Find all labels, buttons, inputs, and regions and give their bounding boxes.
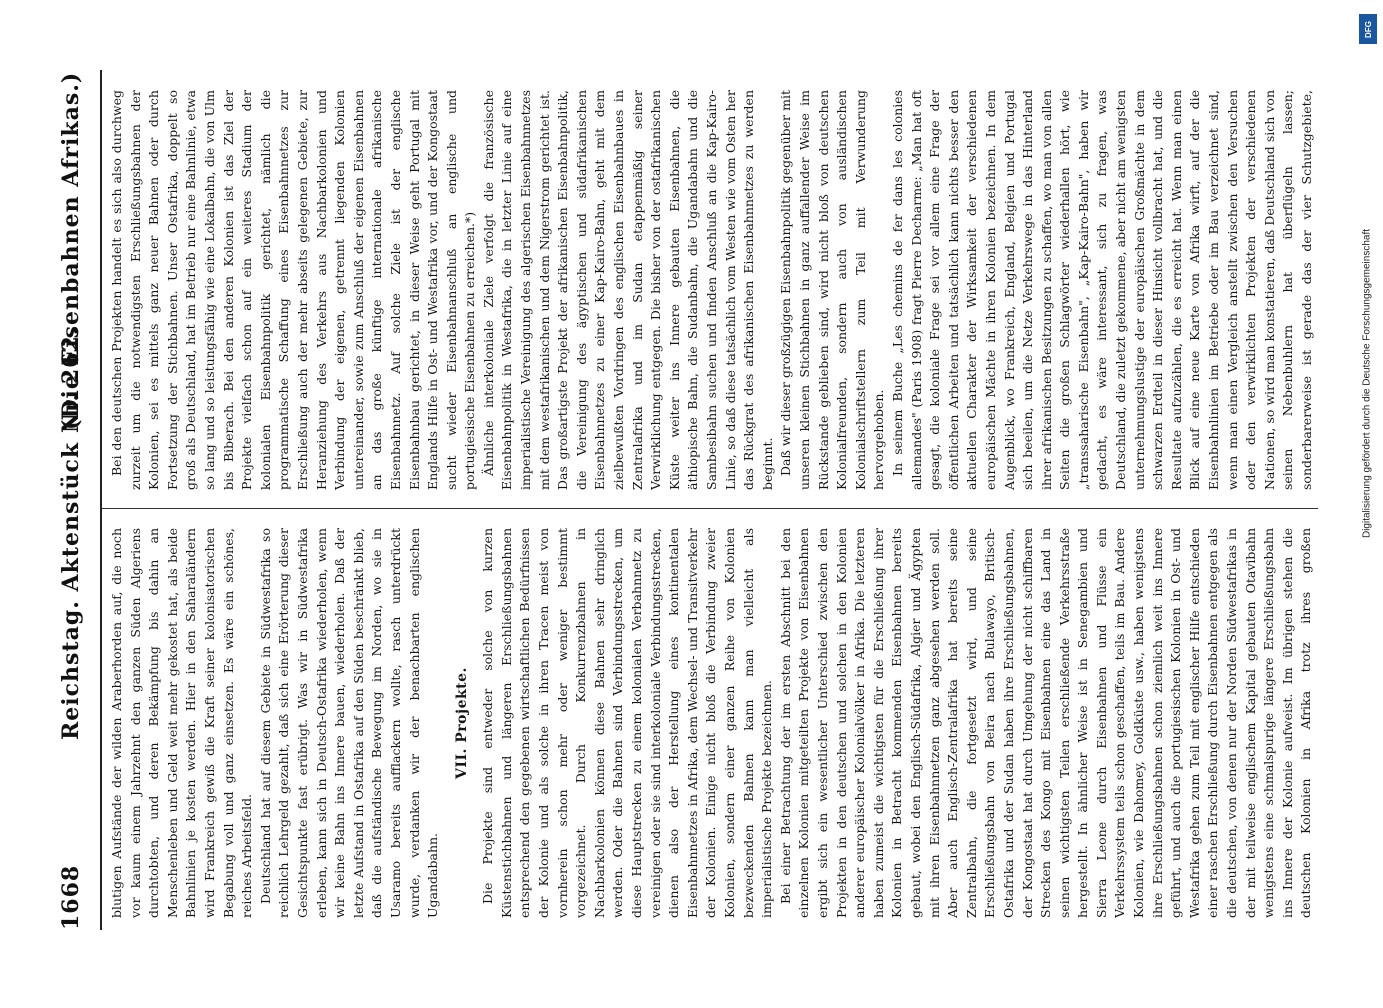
- left-column: [108, 528, 1318, 918]
- paragraph: Ähnliche interkoloniale Ziele verfolgt die französische Eisenbahnpolitik in Westafrika, die in letzter Linie auf eine imperialistische Vereinigung des algerischen Eisenbahnnetzes mit dem westafrikanischen und dem Nigerstrom gerichtet ist. Das großartigste Projekt der afrikanischen Eisenbahnpolitik, die Vereinigung des ägyptischen und südafrikanischen Eisenbahnnetzes zu einer Kap-Kairo-Bahn, geht mit dem zielbewußten Vordringen des englischen Eisenbahnbaues in Zentralafrika und im Sudan etappenmäßig seiner Verwirklichung entgegen. Die bisher von der ostafrikanischen Küste weiter ins Innere gebauten Eisenbahnen, die äthiopische Bahn, die Sudanbahn, die Ugandabahn und die Sambesibahn suchen und finden Anschluß an die Kap-Kairo-Linie, so daß diese tatsächlich vom Westen wie vom Osten her das Rückgrat des afrikanischen Eisenbahnnetzes zu werden beginnt.: [480, 90, 775, 490]
- header-rule: [100, 70, 102, 930]
- paragraph: blutigen Aufstände der wilden Araberhorden auf, die noch vor kaum einem Jahrzehnt den ganzen Süden Algeriens durchtobten, und deren Bekämpfung bis dahin an Menschenleben und Geld weit mehr gekostet hat, als beide Bahnlinien je kosten werden. Hier in den Saharaländern wird Frankreich gewiß die Kraft seiner kolonisatorischen Begabung voll und ganz einsetzen. Es wäre ein schönes, reiches Arbeitsfeld.: [109, 528, 255, 918]
- page-number: 1668: [58, 864, 84, 930]
- paragraph: Bei einer Betrachtung der im ersten Abschnitt bei den einzelnen Kolonien mitgeteilten Projekte von Eisenbahnen ergibt sich ein wesentlicher Unterschied zwischen den Projekten in den deutschen und solchen in den Kolonien anderer europäischer Kolonialvölker in Afrika. Die letzteren haben zumeist die wichtigsten für die Erschließung ihrer Kolonien in Betracht kommenden Eisenbahnen bereits gebaut, wobei den Englisch-Südafrika, Algier und Ägypten mit ihren Eisenbahnnetzen ganz abgesehen werden soll. Aber auch Englisch-Zentralafrika hat bereits seine Zentralbahn, die fortgesetzt wird, und seine Erschließungsbahn von Beira nach Bulawayo, Britisch-Ostafrika und der Sudan haben ihre Erschließungsbahnen, der Kongostaat hat durch Umgehung der nicht schiffbaren Strecken des Kongo mit Eisenbahnen eine das Land in seinen wichtigsten Teilen erschließende Verkehrsstraße hergestellt. In ähnlicher Weise ist in Senegambien und Sierra Leone durch Eisenbahnen und Flüsse ein Verkehrssystem teils schon geschaffen, teils im Bau. Andere Kolonien, wie Dahomey, Goldküste usw., haben wenigstens ihre Erschließungsbahnen schon ziemlich weit ins Innere geführt, und auch die portugiesischen Kolonien in Ost- und Westafrika gehen zum Teil mit englischer Hilfe entschieden einer raschen Erschließung durch Eisenbahnen entgegen als die deutschen, von denen nur der Norden Südwestafrikas in der mit teilweise englischem Kapital gebauten Otavibahn wenigstens eine schmalspurige längere Erschließungsbahn ins Innere der Kolonie aufweist. Im übrigen stehen die deutschen Kolonien in Afrika trotz ihres großen: [777, 528, 1314, 918]
- column-divider: [102, 508, 1318, 509]
- section-heading: VII. Projekte.: [453, 667, 470, 779]
- digitization-credit: [1357, 8, 1379, 1008]
- paragraph: Bei den deutschen Projekten handelt es sich also durchweg zurzeit um die notwendigsten Erschließungsbahnen der Kolonien, sei es mittels ganz neuer Bahnen oder durch Fortsetzung der Stichbahnen. Unser Ostafrika, doppelt so groß als Deutschland, hat im Betrieb nur eine Bahnlinie, etwa so lang und so leistungsfähig wie eine Lokalbahn, die von Ulm bis Biberach. Bei den anderen Kolonien ist das Ziel der Projekte vielfach schon auf ein weiteres Stadium der kolonialen Eisenbahnpolitik gerichtet, nämlich die programmatische Schaffung eines Eisenbahnnetzes zur Erschließung auch der mehr abseits gelegenen Gebiete, zur Heranziehung des Verkehrs aus Nachbarkolonien und Verbindung der eigenen, getrennt liegenden Kolonien untereinander, sowie zum Anschluß der eigenen Eisenbahnen an das große künftige internationale afrikanische Eisenbahnnetz. Auf solche Ziele ist der englische Eisenbahnbau gerichtet, in dieser Weise geht Portugal mit Englands Hilfe in Ost- und Westafrika vor, und der Kongostaat sucht wieder Eisenbahnanschluß an englische und portugiesische Eisenbahnen zu erreichen.*): [109, 90, 478, 490]
- credit-text: Digitalisierung gefördert durch die Deutsche Forschungsgemeinschaft: [1361, 228, 1373, 539]
- running-title-right: (Die Eisenbahnen Afrikas.): [58, 71, 84, 430]
- paragraph: Die Projekte sind entweder solche von kurzen Küstenstichbahnen und längeren Erschließungsbahnen entsprechend den gegebenen wirtschaftlichen Bedürfnissen der Kolonie und als solche in ihren Tracen meist von vornherein schon mehr oder weniger bestimmt vorgezeichnet. Durch Konkurrenzbahnen in Nachbarkolonien können diese Bahnen sehr dringlich werden. Oder die Bahnen sind Verbindungsstrecken, um diese Hauptstrecken zu einem kolonialen Verbahnnetz zu vereinigen oder sie sind interkoloniale Verbindungsstrecken, dienen also der Herstellung eines kontinentalen Eisenbahnnetzes in Afrika, dem Wechsel- und Transitverkehr der Kolonien. Einige nicht bloß die Verbindung zweier Kolonien, sondern einer ganzen Reihe von Kolonien bezweckenden Bahnen kann man vielleicht als imperialistische Projekte bezeichnen.: [480, 528, 775, 918]
- right-column: [108, 90, 1318, 490]
- dfg-logo-icon: [1359, 14, 1377, 44]
- logo-text: DFG: [1363, 20, 1373, 38]
- paragraph: In seinem Buche „Les chemins de fer dans les colonies allemandes" (Paris 1908) fragt Pierre Decharme: „Man hat oft gesagt, die koloniale Frage sei vor allem eine Frage der öffentlichen Arbeiten und tatsächlich kann nichts besser den aktuellen Charakter der Wirksamkeit der verschiedenen europäischen Mächte in ihren Kolonien bezeichnen. In dem Augenblick, wo Frankreich, England, Belgien und Portugal sich beeilen, um die Netze Verkehrswege in das Hinterland ihrer afrikanischen Besitzungen zu schaffen, wo man von allen Seiten die großen Schlagwörter wiederhallen hört, wie „transsaharische Eisenbahn", „Kap-Kairo-Bahn", haben wir gedacht, es wäre interessant, sich zu fragen, was Deutschland, die zuletzt gekommene, aber nicht am wenigsten unternehmungslustige der europäischen Großmächte in dem schwarzen Erdteil in dieser Hinsicht vollbracht hat, und die Resultate aufzuzählen, die es erreicht hat. Wenn man einen Blick auf eine neue Karte von Afrika wirft, auf der die Eisenbahnlinien im Betriebe oder im Bau verzeichnet sind, wenn man einen Vergleich anstellt zwischen den Versuchen oder den verwirklichten Projekten der verschiedenen Nationen, so wird man konstatieren, daß Deutschland sich von seinen Nebenbuhlern hat überflügeln lassen; sonderbarerweise ist gerade das der vier Schutzgebiete,: [889, 90, 1314, 490]
- running-title-left: Reichstag. Aktenstück Nr. 262.: [58, 326, 84, 740]
- page-header: [58, 70, 98, 930]
- paragraph: Deutschland hat auf diesem Gebiete in Südwestafrika so reichlich Lehrgeld gezahlt, daß sich eine Erörterung dieser Gesichtspunkte fast erübrigt. Was wir in Südwestafrika erleben, kann sich in Deutsch-Ostafrika wiederholen, wenn wir keine Bahn ins Innere bauen, wiederholen. Daß der letzte Aufstand in Ostafrika auf den Süden beschränkt blieb, daß die aufständische Bewegung im Norden, wo sie in Usaramo bereits aufflackern wollte, rasch unterdrückt wurde, verdanken wir der benachbarten englischen Ugandabahn.: [257, 528, 441, 918]
- paragraph: Daß wir dieser großzügigen Eisenbahnpolitik gegenüber mit unseren kleinen Stichbahnen in ganz auffallender Weise im Rückstande geblieben sind, wird nicht bloß von deutschen Kolonialfreunden, sondern auch von ausländischen Kolonialschriftstellern zum Teil mit Verwunderung hervorgehoben.: [778, 90, 887, 490]
